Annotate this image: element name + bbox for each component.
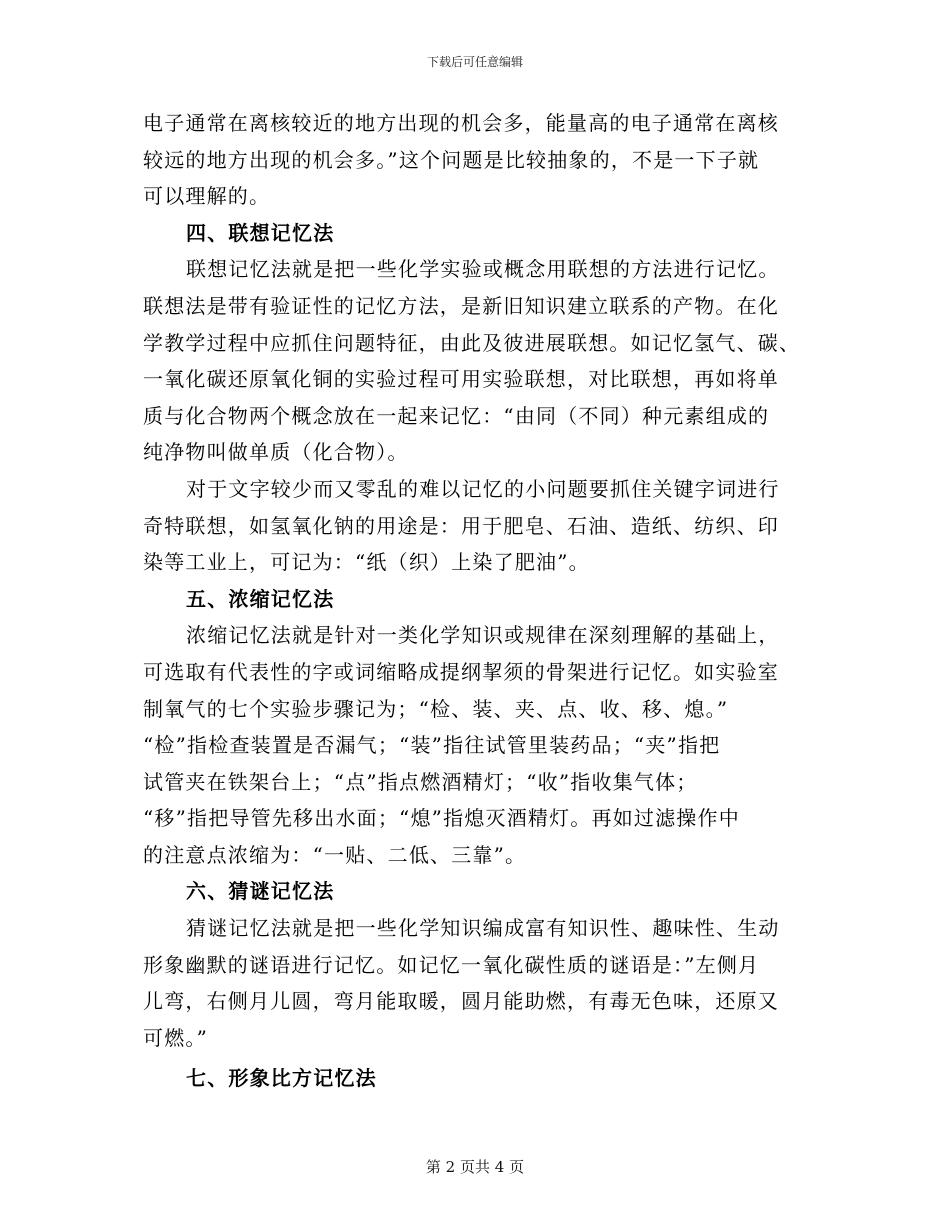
paragraph-riddle: 猜谜记忆法就是把一些化学知识编成富有知识性、趣味性、生动 形象幽默的谜语进行记忆。如记忆一氧化碳性质的谜语是：”左侧月 儿弯，右侧月儿圆，弯月能取暖，圆月能助燃，有毒无色味，还原又 可燃。” <box>143 916 780 1050</box>
paragraph-association-intro: 联想记忆法就是把一些化学实验或概念用联想的方法进行记忆。 联想法是带有验证性的记忆方法，是新旧知识建立联系的产物。在化 学教学过程中应抓住问题特征，由此及彼进展联想。如记忆氢气、碳、 一氧化碳还原氧化铜的实验过程可用实验联想，对比联想，再如将单 质与化合物两个概念放在一起来记忆：“由同（不同）种元素组成的 纯净物叫做单质（化合物）。 <box>143 257 801 465</box>
paragraph-continued: 电子通常在离核较近的地方出现的机会多，能量高的电子通常在离核 较远的地方出现的机会多。”这个问题是比较抽象的，不是一下子就 可以理解的。 <box>143 111 779 209</box>
section-heading-analogy: 七、形象比方记忆法 <box>186 1066 377 1091</box>
page-header: 下载后可任意编辑 <box>426 55 523 69</box>
paragraph-condensing: 浓缩记忆法就是针对一类化学知识或规律在深刻理解的基础上， 可选取有代表性的字或词缩略成提纲挈须的骨架进行记忆。如实验室 制氧气的七个实验步骤记为；“检、装、夹、点、收、移、熄。” “检”指检查装置是否漏气；“装”指往试管里装药品；“夹”指把 试管夹在铁架台上；“点”指点燃酒精灯；“收”指收集气体； “移”指把导管先移出水面；“熄”指熄灭酒精灯。再如过滤操作中 的注意点浓缩为：“一贴、二低、三靠”。 <box>143 623 780 867</box>
page-number: 第 2 页共 4 页 <box>425 1158 525 1176</box>
document-body <box>143 105 803 1097</box>
section-heading-riddle: 六、猜谜记忆法 <box>186 879 335 904</box>
section-heading-condensing: 五、浓缩记忆法 <box>186 586 335 611</box>
section-heading-association: 四、联想记忆法 <box>186 220 335 245</box>
paragraph-association-example: 对于文字较少而又零乱的难以记忆的小问题要抓住关键字词进行 奇特联想，如氢氧化钠的用途是：用于肥皂、石油、造纸、纺织、印 染等工业上，可记为：“纸（织）上染了肥油”。 <box>143 476 780 575</box>
